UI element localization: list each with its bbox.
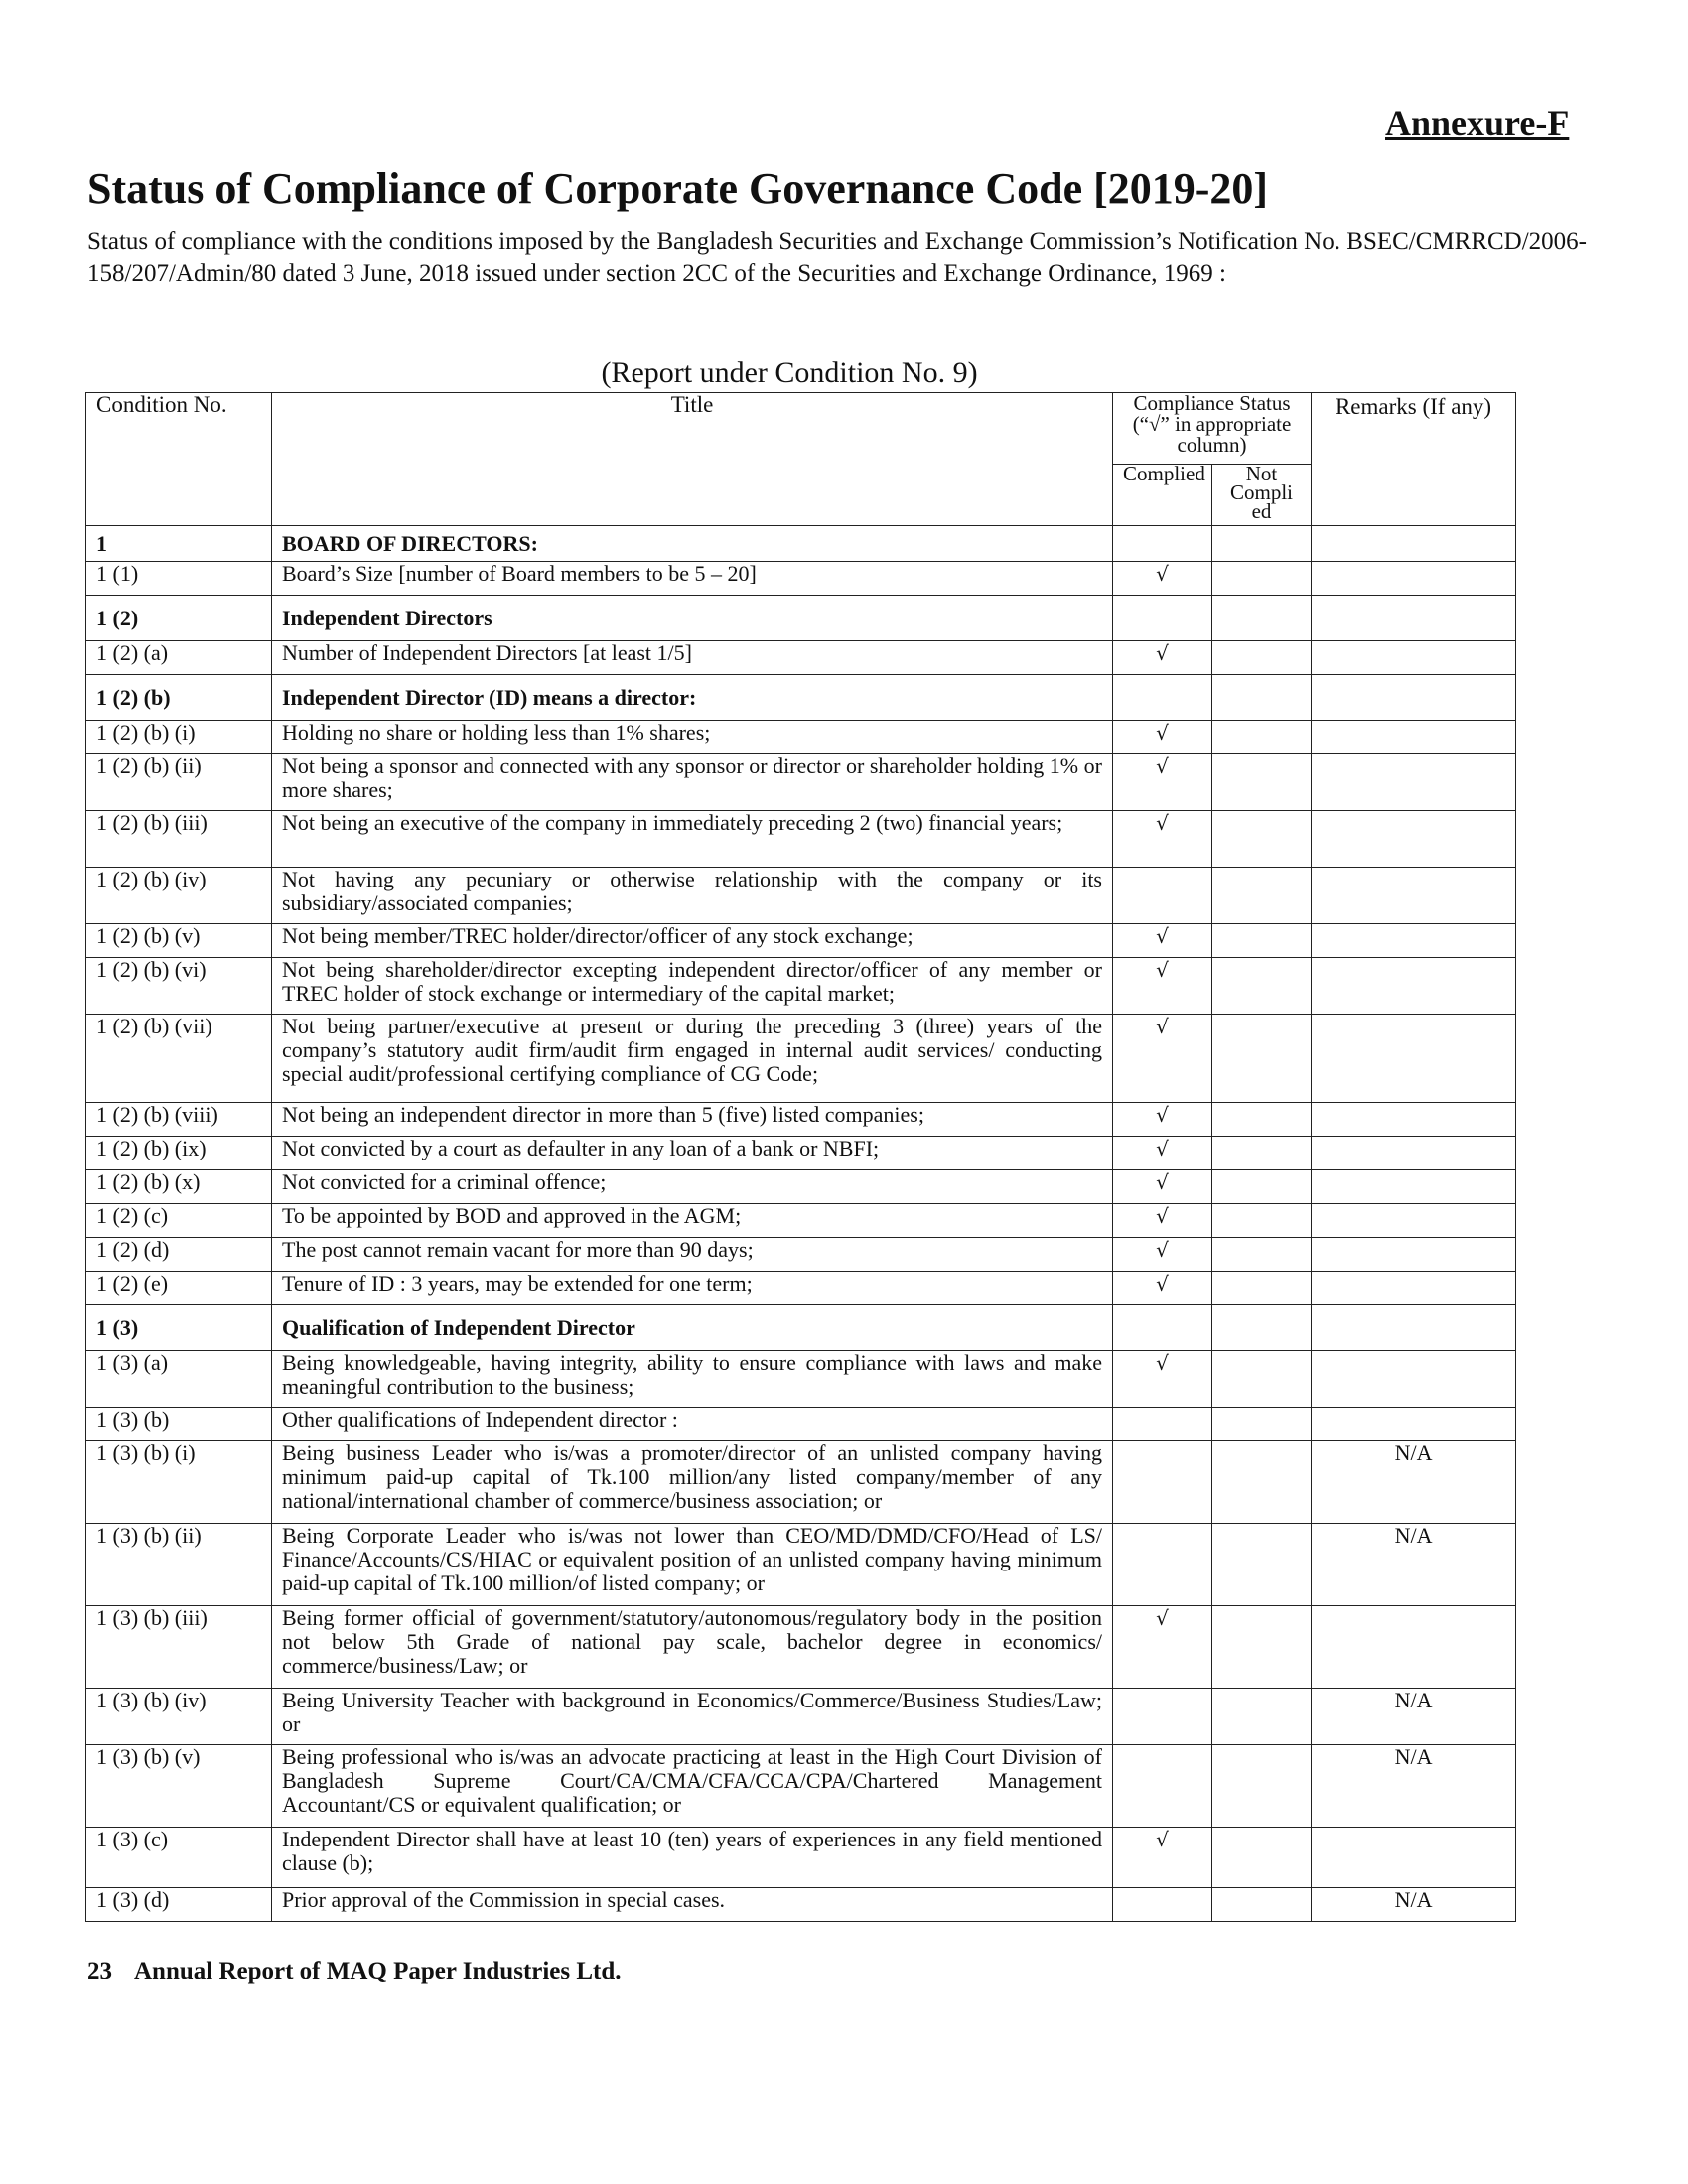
condition-no-cell: 1 (3) (b) (iii): [86, 1606, 272, 1689]
not-complied-cell: [1212, 1305, 1312, 1351]
header-title: Title: [272, 393, 1113, 526]
table-row: [86, 1351, 1516, 1408]
condition-no-cell: 1 (2) (b) (v): [86, 924, 272, 958]
complied-cell: √: [1113, 1103, 1212, 1137]
remarks-cell: [1312, 811, 1516, 868]
complied-cell: √: [1113, 1351, 1212, 1408]
remarks-cell: [1312, 1238, 1516, 1272]
remarks-cell: [1312, 1103, 1516, 1137]
not-complied-cell: [1212, 1170, 1312, 1204]
remarks-cell: [1312, 562, 1516, 596]
page-title: Status of Compliance of Corporate Governance Code [2019-20]: [87, 164, 1269, 212]
table-row: [86, 1524, 1516, 1606]
condition-title-cell: Being former official of government/statutory/autonomous/regulatory body in the position not below 5th Grade of national pay scale, bachelor degree in economics/ commerce/business/Law; or: [272, 1606, 1113, 1689]
condition-no-cell: 1 (2) (b) (ii): [86, 754, 272, 811]
condition-title-cell: Being business Leader who is/was a promoter/director of an unlisted company having minimum paid-up capital of Tk.100 million/any listed company/member of any national/international chamber of commerce/business association; or: [272, 1441, 1113, 1524]
remarks-cell: [1312, 1351, 1516, 1408]
table-row: [86, 1828, 1516, 1888]
not-complied-cell: [1212, 1888, 1312, 1922]
remarks-cell: [1312, 1606, 1516, 1689]
not-complied-cell: [1212, 1828, 1312, 1888]
complied-cell: [1113, 596, 1212, 641]
table-row: [86, 1137, 1516, 1170]
condition-no-cell: 1 (3): [86, 1305, 272, 1351]
complied-cell: √: [1113, 721, 1212, 754]
remarks-cell: N/A: [1312, 1689, 1516, 1745]
intro-paragraph: Status of compliance with the conditions imposed by the Bangladesh Securities and Exchange Commission’s Notification No. BSEC/CMRRCD/2006-158/207/Admin/80 dated 3 June, 2018 issued under section 2CC of the Securities and Exchange Ordinance, 1969 :: [87, 228, 1587, 287]
page-number: 23: [87, 1958, 112, 1984]
condition-title-cell: Being University Teacher with background in Economics/Commerce/Business Studies/Law; or: [272, 1689, 1113, 1745]
not-complied-cell: [1212, 596, 1312, 641]
complied-cell: [1113, 1888, 1212, 1922]
condition-no-cell: 1 (2) (b) (vi): [86, 958, 272, 1015]
complied-cell: [1113, 1305, 1212, 1351]
table-row: [86, 924, 1516, 958]
condition-title-cell: Being knowledgeable, having integrity, ability to ensure compliance with laws and make meaningful contribution to the business;: [272, 1351, 1113, 1408]
condition-title-cell: Number of Independent Directors [at least 1/5]: [272, 641, 1113, 675]
page-footer: [87, 1958, 622, 1985]
condition-no-cell: 1 (3) (b): [86, 1408, 272, 1441]
complied-cell: [1113, 1524, 1212, 1606]
complied-cell: √: [1113, 958, 1212, 1015]
table-row: [86, 1204, 1516, 1238]
condition-no-cell: 1 (2) (b) (x): [86, 1170, 272, 1204]
remarks-cell: [1312, 1015, 1516, 1103]
header-not-complied: Not Compli ed: [1212, 465, 1312, 526]
condition-no-cell: 1 (2) (b): [86, 675, 272, 721]
condition-title-cell: Not being partner/executive at present or during the preceding 3 (three) years of the company’s statutory audit firm/audit firm engaged in internal audit services/ conducting special audit/professional certifying compliance of CG Code;: [272, 1015, 1113, 1103]
condition-title-cell: Not convicted by a court as defaulter in any loan of a bank or NBFI;: [272, 1137, 1113, 1170]
table-row: [86, 1441, 1516, 1524]
not-complied-cell: [1212, 958, 1312, 1015]
table-row: [86, 596, 1516, 641]
not-complied-cell: [1212, 1238, 1312, 1272]
not-complied-cell: [1212, 526, 1312, 562]
condition-title-cell: Independent Director shall have at least 10 (ten) years of experiences in any field mentioned clause (b);: [272, 1828, 1113, 1888]
condition-title-cell: The post cannot remain vacant for more than 90 days;: [272, 1238, 1113, 1272]
not-complied-cell: [1212, 562, 1312, 596]
remarks-cell: [1312, 526, 1516, 562]
header-remarks: Remarks (If any): [1312, 393, 1516, 526]
compliance-rows: [86, 526, 1516, 1922]
table-row: [86, 1170, 1516, 1204]
header-condition-no: Condition No.: [86, 393, 272, 526]
not-complied-cell: [1212, 675, 1312, 721]
complied-cell: √: [1113, 562, 1212, 596]
condition-title-cell: Qualification of Independent Director: [272, 1305, 1113, 1351]
condition-no-cell: 1 (2): [86, 596, 272, 641]
not-complied-cell: [1212, 868, 1312, 924]
not-complied-cell: [1212, 1408, 1312, 1441]
not-complied-cell: [1212, 811, 1312, 868]
condition-title-cell: To be appointed by BOD and approved in the AGM;: [272, 1204, 1113, 1238]
complied-cell: [1113, 1408, 1212, 1441]
condition-title-cell: Independent Director (ID) means a director:: [272, 675, 1113, 721]
table-row: [86, 675, 1516, 721]
table-row: [86, 754, 1516, 811]
table-row: [86, 526, 1516, 562]
remarks-cell: [1312, 754, 1516, 811]
annexure-label: Annexure-F: [1385, 103, 1570, 143]
condition-title-cell: Not being an executive of the company in immediately preceding 2 (two) financial years;: [272, 811, 1113, 868]
remarks-cell: [1312, 1170, 1516, 1204]
report-condition-text: (Report under Condition No. 9): [601, 356, 978, 389]
report-name: Annual Report of MAQ Paper Industries Ltd.: [134, 1958, 622, 1984]
not-complied-cell: [1212, 721, 1312, 754]
table-row: [86, 868, 1516, 924]
complied-cell: √: [1113, 811, 1212, 868]
table-row: [86, 1606, 1516, 1689]
not-complied-cell: [1212, 1524, 1312, 1606]
complied-cell: [1113, 1745, 1212, 1828]
complied-cell: √: [1113, 1137, 1212, 1170]
complied-cell: √: [1113, 1606, 1212, 1689]
complied-cell: √: [1113, 1272, 1212, 1305]
condition-no-cell: 1 (2) (b) (vii): [86, 1015, 272, 1103]
not-complied-cell: [1212, 754, 1312, 811]
complied-cell: [1113, 526, 1212, 562]
complied-cell: √: [1113, 641, 1212, 675]
not-complied-cell: [1212, 1272, 1312, 1305]
not-complied-cell: [1212, 1015, 1312, 1103]
condition-title-cell: Independent Directors: [272, 596, 1113, 641]
table-row: [86, 1272, 1516, 1305]
table-row: [86, 1305, 1516, 1351]
header-complied: Complied: [1113, 465, 1212, 526]
report-condition-caption: [0, 355, 1688, 391]
condition-title-cell: Not having any pecuniary or otherwise relationship with the company or its subsidiary/associated companies;: [272, 868, 1113, 924]
table-row: [86, 1745, 1516, 1828]
remarks-cell: N/A: [1312, 1441, 1516, 1524]
not-complied-cell: [1212, 1351, 1312, 1408]
condition-no-cell: 1 (2) (b) (iii): [86, 811, 272, 868]
remarks-cell: [1312, 1305, 1516, 1351]
condition-title-cell: Prior approval of the Commission in special cases.: [272, 1888, 1113, 1922]
condition-title-cell: Not being member/TREC holder/director/officer of any stock exchange;: [272, 924, 1113, 958]
remarks-cell: [1312, 924, 1516, 958]
condition-no-cell: 1: [86, 526, 272, 562]
complied-cell: √: [1113, 1170, 1212, 1204]
condition-no-cell: 1 (2) (a): [86, 641, 272, 675]
condition-no-cell: 1 (3) (b) (v): [86, 1745, 272, 1828]
condition-no-cell: 1 (2) (d): [86, 1238, 272, 1272]
remarks-cell: [1312, 675, 1516, 721]
table-row: [86, 1408, 1516, 1441]
table-row: [86, 1888, 1516, 1922]
complied-cell: [1113, 868, 1212, 924]
condition-no-cell: 1 (2) (e): [86, 1272, 272, 1305]
condition-title-cell: Holding no share or holding less than 1% shares;: [272, 721, 1113, 754]
condition-no-cell: 1 (3) (c): [86, 1828, 272, 1888]
table-row: [86, 562, 1516, 596]
not-complied-cell: [1212, 1441, 1312, 1524]
condition-title-cell: Being Corporate Leader who is/was not lower than CEO/MD/DMD/CFO/Head of LS/ Finance/Accounts/CS/HIAC or equivalent position of an unlisted company having minimum paid-up capital of Tk.100 million/of listed company; or: [272, 1524, 1113, 1606]
table-row: [86, 1103, 1516, 1137]
condition-no-cell: 1 (1): [86, 562, 272, 596]
not-complied-cell: [1212, 924, 1312, 958]
condition-no-cell: 1 (2) (b) (i): [86, 721, 272, 754]
condition-no-cell: 1 (3) (a): [86, 1351, 272, 1408]
condition-title-cell: BOARD OF DIRECTORS:: [272, 526, 1113, 562]
complied-cell: [1113, 1689, 1212, 1745]
not-complied-cell: [1212, 1204, 1312, 1238]
complied-cell: √: [1113, 1015, 1212, 1103]
remarks-cell: [1312, 641, 1516, 675]
complied-cell: √: [1113, 1828, 1212, 1888]
complied-cell: √: [1113, 1238, 1212, 1272]
remarks-cell: N/A: [1312, 1888, 1516, 1922]
condition-title-cell: Being professional who is/was an advocate practicing at least in the High Court Division of Bangladesh Supreme Court/CA/CMA/CFA/CCA/CPA/Chartered Management Accountant/CS or equivalent qualification; or: [272, 1745, 1113, 1828]
remarks-cell: [1312, 1828, 1516, 1888]
complied-cell: √: [1113, 1204, 1212, 1238]
condition-title-cell: Board’s Size [number of Board members to be 5 – 20]: [272, 562, 1113, 596]
not-complied-cell: [1212, 1103, 1312, 1137]
condition-no-cell: 1 (2) (b) (viii): [86, 1103, 272, 1137]
remarks-cell: [1312, 1272, 1516, 1305]
condition-no-cell: 1 (2) (b) (iv): [86, 868, 272, 924]
not-complied-cell: [1212, 1745, 1312, 1828]
condition-no-cell: 1 (3) (d): [86, 1888, 272, 1922]
remarks-cell: [1312, 868, 1516, 924]
condition-title-cell: Not being a sponsor and connected with any sponsor or director or shareholder holding 1% or more shares;: [272, 754, 1113, 811]
not-complied-cell: [1212, 1137, 1312, 1170]
table-row: [86, 1689, 1516, 1745]
condition-no-cell: 1 (2) (c): [86, 1204, 272, 1238]
condition-title-cell: Other qualifications of Independent director :: [272, 1408, 1113, 1441]
complied-cell: [1113, 675, 1212, 721]
compliance-table: [85, 392, 1516, 1922]
condition-title-cell: Not being an independent director in more than 5 (five) listed companies;: [272, 1103, 1113, 1137]
remarks-cell: [1312, 1137, 1516, 1170]
not-complied-cell: [1212, 1606, 1312, 1689]
condition-no-cell: 1 (3) (b) (iv): [86, 1689, 272, 1745]
condition-no-cell: 1 (2) (b) (ix): [86, 1137, 272, 1170]
remarks-cell: [1312, 596, 1516, 641]
remarks-cell: [1312, 958, 1516, 1015]
remarks-cell: [1312, 721, 1516, 754]
table-row: [86, 811, 1516, 868]
condition-title-cell: Not convicted for a criminal offence;: [272, 1170, 1113, 1204]
table-row: [86, 958, 1516, 1015]
condition-no-cell: 1 (3) (b) (ii): [86, 1524, 272, 1606]
not-complied-cell: [1212, 1689, 1312, 1745]
remarks-cell: N/A: [1312, 1524, 1516, 1606]
condition-title-cell: Tenure of ID : 3 years, may be extended for one term;: [272, 1272, 1113, 1305]
table-row: [86, 1238, 1516, 1272]
condition-no-cell: 1 (3) (b) (i): [86, 1441, 272, 1524]
not-complied-cell: [1212, 641, 1312, 675]
complied-cell: [1113, 1441, 1212, 1524]
condition-title-cell: Not being shareholder/director excepting independent director/officer of any member or TREC holder of stock exchange or intermediary of the capital market;: [272, 958, 1113, 1015]
remarks-cell: [1312, 1204, 1516, 1238]
remarks-cell: N/A: [1312, 1745, 1516, 1828]
table-row: [86, 1015, 1516, 1103]
header-compliance-status: Compliance Status (“√” in appropriate column): [1113, 393, 1312, 465]
complied-cell: √: [1113, 924, 1212, 958]
remarks-cell: [1312, 1408, 1516, 1441]
table-row: [86, 641, 1516, 675]
complied-cell: √: [1113, 754, 1212, 811]
table-row: [86, 721, 1516, 754]
